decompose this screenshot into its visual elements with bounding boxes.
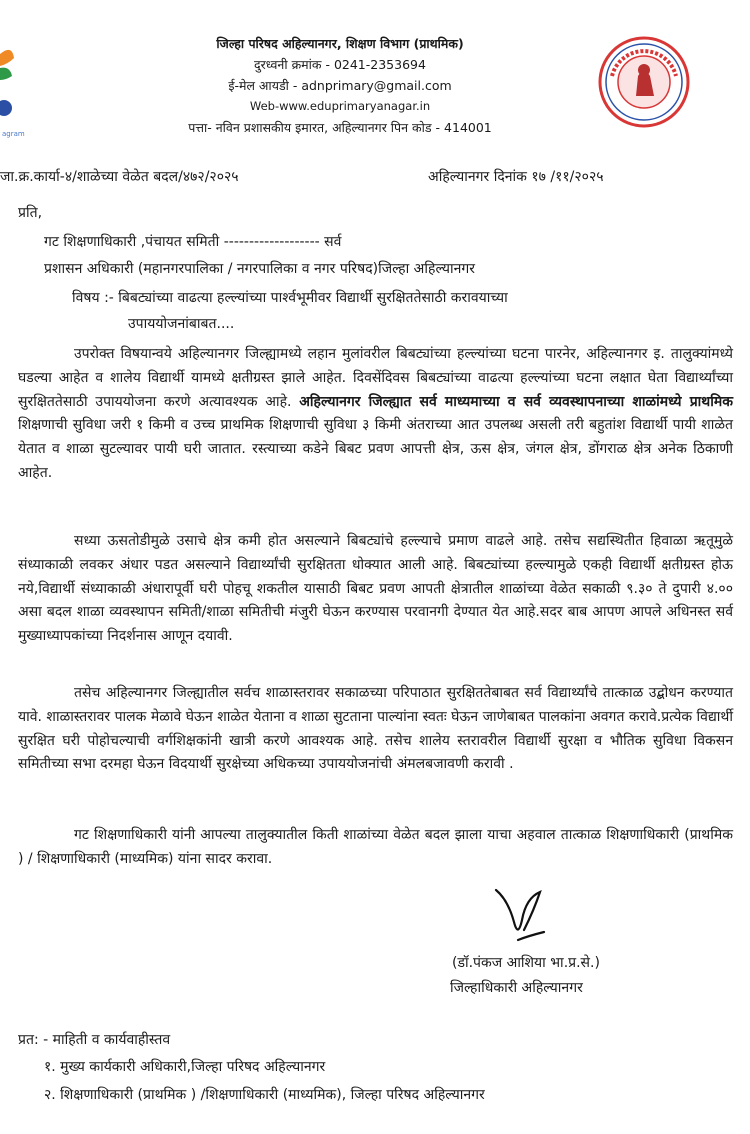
phone-line: दुरध्वनी क्रमांक - 0241-2353694 [254, 57, 426, 72]
signatory-name: (डॉ.पंकज आशिया भा.प्र.से.) [452, 955, 600, 971]
body-paragraph-2 [18, 530, 733, 649]
copy-heading: प्रत: - माहिती व कार्यवाहीस्तव [18, 1032, 171, 1048]
body-paragraph-1 [18, 343, 733, 486]
zp-logo-icon [0, 32, 40, 142]
p1-text-b: शिक्षणाची सुविधा जरी १ किमी व उच्च प्राथमिक शिक्षणाची सुविधा ३ किमी अंतराच्या आत उपलब्ध असली तरी बहुतांश विद्यार्थी पायी शाळेत येतात व शाळा सुटल्यावर पायी घरी जातात. रस्त्याच्या कडेने बिबट प्रवण आपत्ती क्षेत्र, ऊस क्षेत्र, जंगल क्षेत्र, डोंगराळ क्षेत्र अनेक ठिकाणी आहेत. [18, 417, 733, 481]
org-name: जिल्हा परिषद अहिल्यानगर, शिक्षण विभाग (प्राथमिक) [216, 36, 464, 51]
signature-icon [488, 880, 558, 950]
p2-text: सध्या ऊसतोडीमुळे उसाचे क्षेत्र कमी होत असल्याने बिबट्यांचे हल्ल्याचे प्रमाण वाढले आहे. तसेच सद्यस्थितीत हिवाळा ऋतूमुळे संध्याकाळी लवकर अंधार पडत असल्याने विद्यार्थ्यांची सुरक्षितता धोक्यात आली आहे. बिबट्यांच्या हल्ल्यामुळे एकही विद्यार्थी क्षतीग्रस्त होऊ नये,विद्यार्थी संध्याकाळी अंधारापूर्वी घरी पोहचू शकतील यासाठी बिबट प्रवण आपती क्षेत्रातील शाळांच्या वेळेत सकाळी ९.३० ते दुपारी ४.०० असा बदल शाळा व्यवस्थापन समिती/शाळा समितीची मंजुरी घेऊन करण्यास परवानगी देण्यात येत आहे.सदर बाब आपण आपले अधिनस्त सर्व मुख्याध्यापकांच्या निदर्शनास आणून दयावी. [18, 533, 733, 645]
department-seal-icon [598, 36, 690, 128]
address-line: पत्ता- नविन प्रशासकीय इमारत, अहिल्यानगर पिन कोड - 414001 [188, 120, 492, 135]
letter-date: अहिल्यानगर दिनांक १७ /११/२०२५ [428, 169, 604, 185]
web-line: Web-www.eduprimaryanagar.in [249, 99, 431, 113]
svg-text:agram: agram [2, 130, 25, 138]
addressee-line-2: प्रशासन अधिकारी (महानगरपालिका / नगरपालिका व नगर परिषद)जिल्हा अहिल्यानगर [44, 261, 475, 277]
p4-text: गट शिक्षणाधिकारी यांनी आपल्या तालुक्यातील किती शाळांच्या वेळेत बदल झाला याचा अहवाल तात्काळ शिक्षणाधिकारी (प्राथमिक ) / शिक्षणाधिकारी (माध्यमिक) यांना सादर करावा. [18, 827, 733, 867]
subject-line-1: विषय :- बिबट्यांच्या वाढत्या हल्ल्यांच्या पार्श्वभूमीवर विद्यार्थी सुरक्षिततेसाठी करावयाच्या [72, 290, 508, 306]
p1-bold-text: अहिल्यानगर जिल्ह्यात सर्व माध्यमाच्या व सर्व व्यवस्थापनाच्या शाळांमध्ये प्राथमिक [299, 393, 733, 410]
subject-line-2: उपाययोजनांबाबत.... [128, 316, 235, 332]
reference-number: जा.क्र.कार्या-४/शाळेच्या वेळेत बदल/४७२/२०२५ [0, 169, 239, 185]
email-line: ई-मेल आयडी - adnprimary@gmail.com [228, 78, 452, 93]
copy-item-1: १. मुख्य कार्यकारी अधिकारी,जिल्हा परिषद अहिल्यानगर [44, 1059, 326, 1075]
p3-text: तसेच अहिल्यानगर जिल्ह्यातील सर्वच शाळास्तरावर सकाळच्या परिपाठात सुरक्षिततेबाबत सर्व विद्यार्थ्यांचे तात्काळ उद्बोधन करण्यात यावे. शाळास्तरावर पालक मेळावे घेऊन शाळेत येताना व शाळा सुटताना पाल्यांना स्वतः घेऊन जाणेबाबत पालकांना अवगत करावे.प्रत्येक विद्यार्थी सुरक्षित घरी पोहोचल्याची वर्गशिक्षकांनी खात्री करणे आवश्यक आहे. तसेच शालेय स्तरावरील विद्यार्थी सुरक्षा व भौतिक सुविधा विकसन समितीच्या सभा दरमहा घेऊन विदयार्थी सुरक्षेच्या अधिकच्या उपाययोजनांची अंमलबजावणी करावी . [18, 685, 733, 773]
prati-label: प्रति, [18, 205, 43, 221]
body-paragraph-4 [18, 824, 733, 872]
letterhead [150, 33, 530, 138]
signatory-title: जिल्हाधिकारी अहिल्यानगर [450, 980, 583, 996]
p1-text-a: उपरोक्त विषयान्वये अहिल्यानगर जिल्ह्यामध्ये लहान मुलांवरील बिबट्यांच्या हल्ल्यांच्या घटना पारनेर, अहिल्यानगर इ. तालुक्यांमध्ये घडल्या आहेत व शालेय विद्यार्थी यामध्ये क्षतीग्रस्त झाले आहेत. दिवसेंदिवस बिबट्यांच्या वाढत्या हल्ल्यांच्या घटना लक्षात घेता विद्यार्थ्यांच्या सुरक्षिततेसाठी उपाययोजना करणे अत्यावश्यक आहे. [18, 346, 733, 410]
copy-item-2: २. शिक्षणाधिकारी (प्राथमिक ) /शिक्षणाधिकारी (माध्यमिक), जिल्हा परिषद अहिल्यानगर [44, 1087, 485, 1103]
body-paragraph-3 [18, 682, 733, 777]
addressee-line-1: गट शिक्षणाधिकारी ,पंचायत समिती ------------------- सर्व [44, 234, 342, 250]
